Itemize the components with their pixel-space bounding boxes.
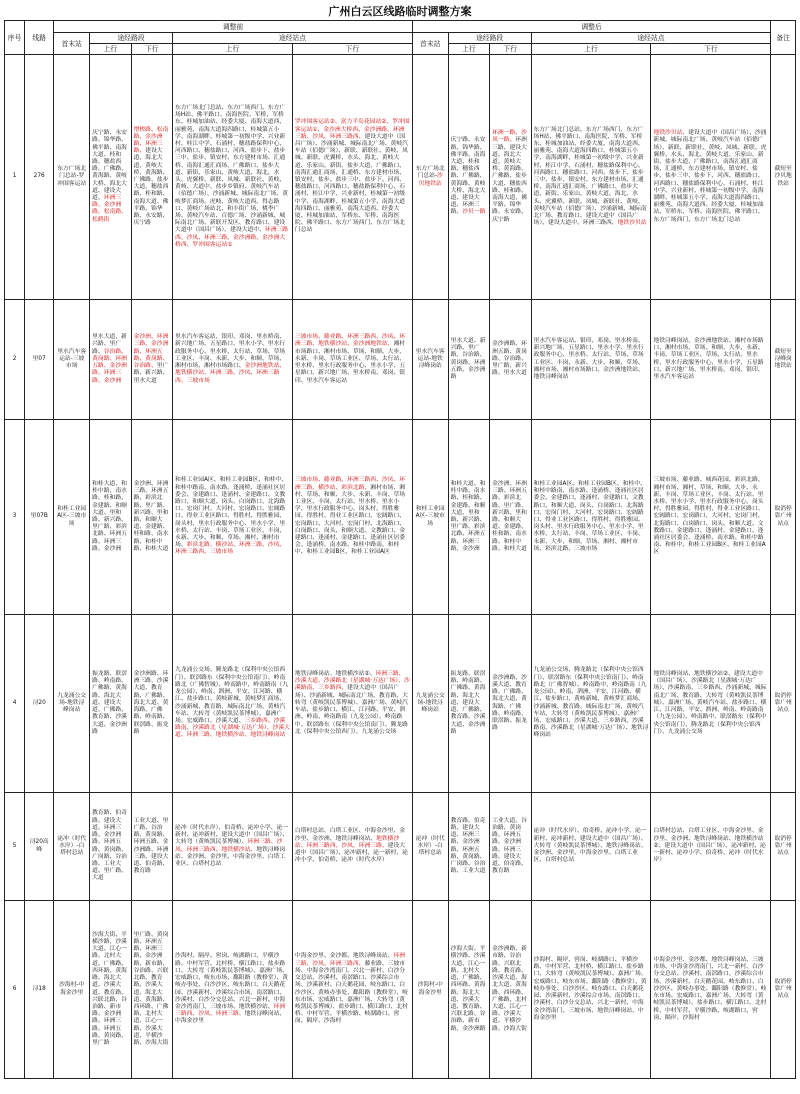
text-segment: 里水汽车客运站-地铁浔峰岗站 (415, 348, 445, 370)
text-segment: 金沙洲、环洲三路、环洲五路、彩滨北路、里广路、新兴路、里和路、和顺大道、金建路、桂和路、南水路、和桂中路、和桂大道 (133, 480, 169, 552)
row-after-stops-down (651, 300, 771, 420)
text-segment: 环洲三路西、沙凤、环洲三路、金沙洲路、金沙洲大桥西、罗冲围客运站① (175, 227, 289, 248)
row-after-stops-up (531, 793, 651, 901)
text-segment: 和桂工业园A区、和桂工业园B区、和桂中、和桂中路南、南水路、逢涌桥、逢涌社区居委会、金建路口、逢涌村、金建路口、文教路口、和顺大道、岗头、白岗路口、北海路口、宏岗门村、大河村、宏岗路口、宏阔路口、得业工业区路口、得胜村、得胜雅园、岗头村、里水行政服务中心、里水小学、里水桥、太行站、丰岗、草场工业区、丰岗、永新、大步、和顺、草场、湘村、湘村市场、 (175, 477, 288, 549)
header-after-route-up: 上行 (448, 44, 489, 55)
header-before-route: 途经路段 (90, 33, 173, 44)
header-before-route-up: 上行 (90, 44, 131, 55)
header-line: 线路 (25, 21, 54, 55)
row-after-terminus (412, 901, 448, 1079)
row-line: 浔18 (25, 901, 54, 1079)
row-after-stops-down (651, 793, 771, 901)
text-segment: 和桂工业园A区-三坡市场 (415, 506, 445, 527)
text-segment: 白塔村总站、白塔工业区、中海金沙里、金沙里、金沙洲、地铁浔峰岗站、 (294, 828, 406, 842)
row-after-stops-down (651, 420, 771, 615)
text-segment: 里广路、黄岗路、环洲五路、环洲三路、金沙洲路、新市路、谷治路、兴联北路、教育路、沙溪大道、海北大道、黄海路、西环路、广佛路、北村大道、江心一路、沙溪大道、平横沙路、沙海大街 (133, 931, 169, 1046)
row-before-stops-down (292, 55, 412, 300)
row-remark: 取消停靠广州站点 (771, 901, 796, 1079)
header-remark: 备注 (771, 21, 796, 55)
header-before-terminus: 首末站 (54, 33, 90, 55)
text-segment: 中海金沙里、金沙都、地铁浔峰岗站、三坡市场、中海金沙湾南门、兴北一新村、白沙分交总站、沙溪村、南滘路口、沙溪综合市场、沙溪新村、白天鹅花园、岐东路口、白沙沙区、黄岐办事处、鄱阳路（教修堂）、岐东市场、宏威路口、嘉洲广场、大转弯（黄岐凯民茶博城）、盐步路口、横江路口、北村桥、中村军营、平横沙路、岐湖路口、窖岗、隔岸、沙海村 (653, 957, 767, 1021)
text-segment: 里广路、新兴路、里水大道 (133, 363, 169, 384)
header-row-1 (5, 21, 796, 33)
text-segment: 和桂大道、和桂中路、南水路、桂和路、金建路、和顺大道、里和路、新兴路、里广路、彩滨北路、环洲五路、环洲三路、金沙洲 (92, 480, 127, 552)
text-segment: 白塔村总站、白塔工业区、中海金沙里、金沙里、金沙洲、地铁浔峰岗站、地铁横沙站②、建设大道中（国昌广场）、泌冲新村、泌一新村、泌冲小学、伯奇桥、泌冲（时代水岸） (653, 828, 766, 864)
row-before-stops-up (173, 793, 293, 901)
row-seq: 2 (5, 300, 25, 420)
text-segment: 建设大道中（国昌广场）、泌冲新村、泌一新村、泌冲小学、伯奇桥、泌冲（时代水岸） (294, 842, 408, 864)
row-before-stops-down (292, 420, 412, 615)
table-row (5, 55, 796, 300)
row-after-route-up (448, 55, 489, 300)
row-before-terminus: 里水汽车客运站-三坡市场 (54, 300, 90, 420)
text-segment: 庆宁路、永安路、锦华路、佛平路、南海大道、桂和路、穗盐西路、广佛路、黄海路、黄岐大桥、海北大道、建设大道、 (92, 130, 127, 201)
row-before-stops-up (173, 55, 293, 300)
text-segment: 东方广场北门总站、东方广场西门、东方广场H站、佛平路口、南海医院、军桥、军桥东、桂城加油站、经委大厦、南海大道西、丽雅苑、南海大道海四路口、桂城第五小学、南海湖畔、桂城第一初级中学、兴业新村、桂江中学、石涌村、穗盐路保利中心、河西路口、穗盐路口、河西、盐步下、盐步三中、盐步、镇安村、东方建材市场、汇通桥、南海汇通汇商场、广佛路口、盐步大道、新街、乐家山、黄岐大道、海北、水头、虎翼桥、新联、凤城、新联社、黄岐、黄岐汽车站（佰德广场）、沙涌新城、城际南北广场、教育路口、建设大道中（国昌广场）、建设大道中、环洲三路西、 (533, 126, 647, 227)
row-before-route-up (90, 55, 131, 300)
text-segment: 沙海村、隔岸、窖岗、岐湖路口、平横沙路、中村军营、北村桥、横江路口、盐步路口、大转弯（黄岐凯民茶博城）、嘉洲广场、宏威路口、岐东市场、鄱阳路（教修堂）、黄岐办事处、白沙沙区、岐东路口、白天鹅花园、沙溪新村、沙溪综合市场、南滘路口、沙溪村、白沙分交总站、兴北一新村、中海金沙湾南门、三坡市场、地铁横沙站、 (175, 953, 289, 1010)
row-line: 浔20高峰 (25, 793, 54, 901)
row-remark: 取消停靠广州站点 (771, 615, 796, 793)
row-after-route-down (490, 615, 531, 793)
row-after-route-up (448, 615, 489, 793)
header-before-route-down: 下行 (131, 44, 172, 55)
header-after-stops: 途经站点 (531, 33, 771, 44)
row-before-stops-up (173, 420, 293, 615)
text-segment: 教育路、伯奇路、建设大道、环洲三路、金沙洲路、环洲五路、黄岗路、广岗路、谷治路、工业大道、里广路、大道 (92, 810, 127, 882)
text-segment: 泌冲（时代水岸）、伯奇桥、泌冲小学、泌一新村、泌冲新村、建设大道中（国昌广场）、大转弯（黄岐凯民茶博城）、 (175, 824, 289, 846)
header-before: 调整前 (54, 21, 413, 33)
row-after-route-up (448, 901, 489, 1079)
row-remark: 截短至浔峰岗地铁站 (771, 300, 796, 420)
table-row (5, 793, 796, 901)
row-after-terminus (412, 300, 448, 420)
header-row-2 (5, 33, 796, 44)
text-segment: 工业大道、谷治路、黄岗路、环洲五路、金沙洲路、环洲三路、建设大道、伯奇路、教育路 (492, 817, 527, 875)
row-before-stops-down (292, 793, 412, 901)
row-after-route-down (490, 55, 531, 300)
text-segment: 沙贝地铁站 (418, 173, 443, 187)
row-after-terminus (412, 420, 448, 615)
row-seq: 5 (5, 793, 25, 901)
table-row (5, 420, 796, 615)
header-before-stops-down: 下行 (292, 44, 412, 55)
header-before-stops-up: 上行 (173, 44, 293, 55)
row-before-stops-up (173, 901, 293, 1079)
text-segment: 泌冲（时代水岸）、伯奇桥、泌冲小学、泌一新村、泌冲新村、建设大道中（国昌广场）、大转弯（黄岐凯民茶博城）、地铁浔峰岗站、金沙洲、金沙里、中海金沙里、白塔工业区、白塔村总站 (533, 828, 647, 864)
row-after-route-down (490, 420, 531, 615)
row-before-route-up (90, 615, 131, 793)
text-segment: 振龙路、联滘路、岭南路、广佛路、黄海路、海北大道、建设大道、广佛路、教育路、沙溪大道、金沙洲路 (92, 671, 127, 735)
row-before-terminus: 东方广场北门总站-罗冲围客运站 (54, 55, 90, 300)
text-segment: 工业大道、里广路、谷治路、黄岗路、环洲五路、金沙洲路、环洲三路、建设大道、伯奇路、教育路 (133, 817, 169, 875)
text-segment: 三坡市场、藤业路、环洲三路西、沙凤、环洲三路、横沙站、彩滨北路、 (294, 477, 406, 491)
row-line: 里07B (25, 420, 54, 615)
text-segment: 里水大道、新兴路、里广路、 (92, 334, 127, 355)
row-after-route-down (490, 901, 531, 1079)
header-after-stops-up: 上行 (531, 44, 651, 55)
row-line: 里07 (25, 300, 54, 420)
row-seq: 3 (5, 420, 25, 615)
text-segment: 沙海大街、平横沙路、沙溪大道、江心一路、北村大道、广佛路、西环路、黄海路、海北大道、沙溪大道、教育路、兴联北路、谷治路、新市路、金沙洲路、环洲三路、环洲五路、黄岗路、里广路 (92, 931, 127, 1046)
row-after-stops-up (531, 615, 651, 793)
row-after-stops-up (531, 300, 651, 420)
row-before-route-down (131, 420, 172, 615)
row-after-stops-down (651, 615, 771, 793)
row-after-route-up (448, 300, 489, 420)
header-after-route-down: 下行 (490, 44, 531, 55)
text-segment: 东方广场北门总站、东方广场西门、东方广场H站、佛平路口、南海医院、军桥、军桥东、桂城加油站、经委大厦、南海大道西、丽雅苑、南海大道海四路口、桂城第五小学、南海湖畔、桂城第一初级中学、兴业新村、桂江中学、石涌村、穗盐路保利中心、河西路口、穗盐路口、河西、盐步下、盐步三中、盐步、镇安村、东方建材市场、汇通桥、南海汇通汇商场、广佛路口、盐步大道、新街、乐家山、黄岐大道、海北、水头、虎翼桥、新联、凤城、新联社、黄岐、黄岐、大道中、盐步乡镇府、黄岐汽车站（佰德广场）、沙涌新城、城际南北广场、黄岐梦汇商场、虎岐、黄岐大道西、得志路口、黄岐广场站北、和丰街广场、桃李广场、黄岐汽车站、百德广场、沙涌新城、城际南北广场、新联开发区、教育路口、建设大道中（国昌广场）、建设大道中、 (175, 104, 289, 234)
header-after: 调整后 (412, 21, 771, 33)
adjustment-table (4, 20, 796, 1079)
row-after-terminus (412, 615, 448, 793)
text-segment: 和桂工业园A区、和桂工业园B区、和桂中、和桂中路南、南水路、逢涌桥、逢涌社区居委会、金建路口、逢涌村、金建路口、文教路口、和顺大道、岗头、白岗路口、北海路口、宏岗门村、大河村、宏岗路口、宏阔路口、得业工业区路口、得胜村、得胜雅园、岗头村、里水行政服务中心、里水小学、里水桥、太行站、丰岗、草场工业区、丰岗、永新、大步、和顺、草场、湘村、湘村市场、彩滨北路、三坡市场 (533, 480, 646, 552)
row-after-stops-up (531, 901, 651, 1079)
text-segment: 庆宁路、永安路、锦华路、佛平路、南海大道、桂和路、穗盐西路、广佛路、黄海路、黄岐大桥、海北大道、建设大道、环洲三路、 (450, 137, 486, 216)
row-before-stops-down (292, 615, 412, 793)
text-segment: 三坡市场、藤业路、环洲三路西、沙凤、环洲三路、地铁横沙站、金沙洲地铁站、 (294, 334, 406, 348)
text-segment: 地铁沙贝站、 (653, 130, 689, 137)
text-segment: 湘村市场、湘村、草场、和顺、大步、永新、丰岗、草场工业区、丰岗、太行站、里水桥、里水小学、里水行政服务中心、岗头村、得胜雅园、得胜村、得业工业区路口、宏阔路口、宏岗路口、大河村、宏岗门村、北海路口、白岗路口、岗头、和顺大道、文教路口、金建路口、逢涌村、金建路口、逢涌社区居委会、逢涌桥、南水路、和桂中路南、和桂中、和桂工业园B区、和桂工业园A区 (294, 484, 406, 556)
text-segment: 金沙洲路、环洲五路、黄岗路、谷治路、里广路、新兴路、里水大道 (492, 341, 527, 377)
text-segment: 里水汽车客运站、银印、邓岗、里水桥南、新兴地广场、五星路口、里水小学、里水行政服务中心、里水桥、太行站、草场、草场工业区、丰岗、永新、大步、和顺、草场、湘村市场、湘村市场路口、金沙洲地铁站、地铁浔峰岗站 (533, 337, 644, 380)
text-segment: 建设大道、海北大道、黄岐大桥、黄海路、广佛路、盐步大道、穗盐西路、桂和路、南海大道、佛平路、锦华路、永安路、庆宁路 (133, 148, 169, 227)
row-after-route-up (448, 793, 489, 901)
row-seq: 4 (5, 615, 25, 793)
page-title: 广州白云区线路临时调整方案 (328, 5, 472, 18)
text-segment: 金沙洲路、新市路、谷治路、兴联北路、教育路、沙溪大道、海北大道、黄海路、西环路、广佛路、北村大道、江心一路、沙溪大道、平横沙路、沙海大街 (492, 946, 527, 1032)
row-before-terminus: 九龙涌公交场-地铁浔峰岗站 (54, 615, 90, 793)
row-before-stops-down (292, 300, 412, 420)
header-after-stops-down: 下行 (651, 44, 771, 55)
header-row-3 (5, 44, 796, 55)
text-segment: 湘村市场路口、湘村市场、草场、和顺、大步、永新、丰岗、草场工业区、草场、太行站、里水桥、里水行政服务中心、里水小学、五星路口、新兴地广场、里水桥南、邓岗、银印、里水汽车客运站 (294, 341, 406, 384)
row-before-stops-up (173, 615, 293, 793)
header-after-route: 途经路段 (448, 33, 531, 44)
text-segment: 泌冲（时代水岸）-白塔村总站 (415, 835, 445, 857)
header-before-stops: 途经站点 (173, 33, 413, 44)
text-segment: 金沙洲地铁站、地铁横沙站、环洲三路、沙凤、环洲三路西、三坡市场 (175, 363, 286, 384)
text-segment: 罗冲围客运站②、富力半岛花园站②、罗冲围客运站①、金沙洲大桥西、金沙洲路、环洲三路、沙凤、环洲三路西、 (294, 119, 410, 140)
row-before-route-down (131, 793, 172, 901)
text-segment: 地铁浔峰岗站、金沙洲地铁站、湘村市场路口、湘村市场、草场、和顺、大步、永新、丰岗、草场工业区、草场、太行站、里水桥、里水行政服务中心、里水小学、五星路口、新兴地广场、里水桥南、邓岗、银印、里水汽车客运站 (653, 337, 764, 380)
text-segment: 三坡市场、藤业路、城西花园、彩滨北路、湘村市场、湘村、草场、和顺、大步、永新、丰岗、草场工业区、丰岗、太行站、里水桥、里水小学、里水行政服务中心、岗头村、得胜雅园、得胜村、得业工业区路口、宏阔路口、宏岗路口、大河村、宏岗门村、北海路口、白岗路口、岗头、和顺大道、文教路口、金建路口、逢涌村、金建路口、逢涌社区居委会、逢涌桥、南水路、和桂中路南、和桂中、和桂工业园B区、和桂工业园A区 (653, 477, 766, 556)
row-before-route-down (131, 300, 172, 420)
text-segment: 建设大道中（国昌广场）、沙涌新城、城际南北广场、黄岐汽车站（佰德广场）、新联、新联社、黄岐、凤城、新联、虎翼桥、水头、海北、黄岐大道、乐家山、新街、盐步大道、广佛路口、南海汇通汇商场、汇通桥、东方建材市场、镇安村、盐步、盐步三中、盐步下、河西、穗盐路口、河西路口、穗盐路保利中心、石涌村、桂江中学、兴业新村、桂城第一初级中学、南海湖畔、桂城第五小学、南海大道海四路口、丽雅苑、南海大道西、经委大厦、桂城加油站、军桥东、军桥、南海医院、佛平路口、东方广场西门、东方广场北门总站 (294, 133, 408, 234)
row-after-stops-up (531, 420, 651, 615)
text-segment: 建设大道中（国昌广场）、沙涌新城、城际南北广场、黄岐汽车站（佰德广场）、新联、新联社、黄岐、凤城、新联、虎翼桥、水头、海北、黄岐大道、乐家山、新街、盐步大道、广佛路口、南海汇通汇商场、汇通桥、东方建材市场、镇安村、盐步、盐步三中、盐步下、河西、穗盐路口、河西路口、穗盐路保利中心、石涌村、桂江中学、兴业新村、桂城第一初级中学、南海湖畔、桂城第五小学、南海大道海四路口、丽雅苑、南海大道西、经委大厦、桂城加油站、军桥东、军桥、南海医院、佛平路口、东方广场西门、东方广场北门总站 (653, 130, 767, 223)
text-segment: 振龙路、联滘路、岭南路、广佛路、黄海路、海北大道、建设大道、广佛路、教育路、沙溪大道、金沙洲路 (450, 671, 486, 735)
text-segment: 沙海村、隔岸、窖岗、岐湖路口、平横沙路、中村军营、北村桥、横江路口、盐步路口、大转弯（黄岐凯民茶博城）、嘉洲广场、宏威路口、岐东市场、鄱阳路（教修堂）、黄岐办事处、白沙沙区、岐东路口、白天鹅花园、沙溪新村、沙溪综合市场、南滘路口、沙溪村、白沙分交总站、兴北一新村、中海金沙湾南门、三坡市场、地铁浔峰岗站、中海金沙里 (533, 957, 647, 1021)
text-segment: 地铁浔峰岗站、金沙洲、金沙里、中海金沙里、白塔工业区、白塔村总站 (175, 846, 286, 867)
text-segment: 金沙洲路、环洲三路、沙溪大道、教育路、广佛路、海北大道、黄海路、广佛路、岭南路、联滘路、振龙路 (133, 671, 169, 735)
text-segment: 九龙涌公交场、腾龙路北（保利中央公馆西门）、联滘路东（保利中央公馆南门）、岭南路北（广佛智城）、岭南路中、岭南路南（九龙公园）、岭南、泗洲、平安、江河路、横江、盐步路口、黄岐新城、黄岐梦汇商场、沙涌新城、教育路、城际南北广场、黄岐汽车站、大转弯（黄岐凯民茶博城）、嘉洲广场、宏威路口、沙溪大道、三乡路西、沙溪路南、沙溪路北（星湖城·万达广场）、地铁浔峰岗站 (533, 667, 649, 739)
row-before-route-up (90, 420, 131, 615)
text-segment: 沙海村-中海金沙里 (417, 982, 443, 996)
text-segment: 建设大道中（国昌广场）、沙涌新城、城际南北广场、教育路、大转弯（黄岐凯民茶博城）、嘉洲广场、黄岐汽车站、盐步路口、横江、江河路、平安、泗洲、岭南、岭南路南（九龙公园）、岭南路中、联滘路东（保利中央公馆南门）、腾龙路北（保利中央公馆西门）、九龙涌公交场 (294, 685, 408, 735)
text-segment: 环洲三路、沙凤、环洲三路西、地铁横沙站、 (175, 839, 283, 853)
text-segment: 和桂大道、和桂中路、南水路、桂和路、金建路、和顺大道、里和路、新兴路、里广路、彩滨北路、环洲五路、环洲三路、金沙洲 (450, 480, 486, 552)
row-after-terminus (412, 793, 448, 901)
text-segment: 谷治路、黄岗路、环洲五路、金沙洲路、环洲三路、金沙洲 (92, 348, 127, 384)
row-before-route-up (90, 901, 131, 1079)
row-after-route-down (490, 793, 531, 901)
row-after-route-up (448, 420, 489, 615)
row-seq: 6 (5, 901, 25, 1079)
text-segment: 中海金沙里、金沙都、地铁浔峰岗站、 (294, 953, 394, 960)
text-segment: 藤业路、三坡市场、中海金沙湾南门、兴北一新村、白沙分交总站、沙溪村、南滘路口、沙溪综合市场、沙溪新村、白天鹅花园、岐东路口、白沙沙区、黄岐办事处、鄱阳路（教修堂）、岐东市场、宏威路口、嘉洲广场、大转弯（黄岐凯民茶博城）、盐步路口、横江路口、北村桥、中村军营、平横沙路、岐湖路口、窖岗、隔岸、沙海村 (294, 960, 408, 1025)
text-segment: 环洲一路、沙凤一路、 (492, 130, 527, 144)
row-before-route-down (131, 901, 172, 1079)
text-segment: 地铁沙贝站 (617, 220, 647, 227)
row-before-stops-up (173, 300, 293, 420)
text-segment: 里水汽车客运站、银印、邓岗、里水桥南、新兴地广场、五星路口、里水小学、里水行政服务中心、里水桥、太行站、草场、草场工业区、丰岗、永新、大步、和顺、草场、湘村市场、湘村市场路口、 (175, 334, 286, 370)
text-segment: 环洲三路、沙凤、环洲三路西、 (294, 953, 406, 967)
row-remark: 截短至沙贝地铁站 (771, 55, 796, 300)
row-seq: 1 (5, 55, 25, 300)
text-segment: 金沙洲路、沙溪大道、教育路、广佛路、海北大道、黄海路、广佛路、岭南路、联滘路、振龙路 (492, 674, 527, 732)
text-segment: 三乡路西、沙溪路南、沙溪路北（星湖城·万达广场）、沙溪大道、环洲三路、地铁横沙站、地铁浔峰岗站 (175, 717, 290, 739)
row-before-route-up (90, 300, 131, 420)
row-after-terminus (412, 55, 448, 300)
row-before-stops-down (292, 901, 412, 1079)
row-remark: 取消停靠广州站点 (771, 420, 796, 615)
row-line: 浔20 (25, 615, 54, 793)
text-segment: 地铁浔峰岗站、中海金沙里 (175, 1011, 286, 1025)
text-segment: 地铁横沙站、环洲三路西、沙凤、环洲三路、 (294, 835, 400, 849)
row-before-route-down (131, 55, 172, 300)
table-row (5, 901, 796, 1079)
row-before-terminus: 沙海村-中海金沙里 (54, 901, 90, 1079)
text-segment: 地铁浔峰岗站、地铁横沙站②、 (294, 671, 376, 678)
text-segment: 环洲三路西、沙凤、环洲三路、 (175, 1003, 286, 1018)
text-segment: 里水大道、新兴路、里广路、谷治路、黄岗路、环洲五路、金沙洲路 (450, 337, 486, 380)
row-before-route-down (131, 615, 172, 793)
row-before-terminus: 泌冲（时代水岸）-白塔村总站 (54, 793, 90, 901)
text-segment: 增槎路、松南路、金沙洲路、环洲三路、 (133, 126, 169, 155)
text-segment: 环洲三路、建设大道、海北大道、黄岐大桥、黄海路、广佛路、盐步大道、穗盐西路、桂和路、南海大道、佛平路、锦华路、永安路、庆宁路 (492, 137, 527, 223)
row-after-stops-up (531, 55, 651, 300)
row-after-stops-down (651, 901, 771, 1079)
text-segment: 金沙洲、环洲三路、金沙洲路、环洲五路、黄岗路、谷治路、 (133, 334, 169, 370)
row-after-route-down (490, 300, 531, 420)
text-segment: 金沙洲、环洲三路、环洲五路、彩滨北路、里广路、新兴路、里和路、和顺大道、金建路、桂和路、南水路、和桂中路、和桂大道 (492, 480, 527, 552)
table-row (5, 300, 796, 420)
row-line: 276 (25, 55, 54, 300)
header-after-terminus: 首末站 (412, 33, 448, 55)
text-segment: 教育路、伯奇路、建设大道、环洲三路、金沙洲路、环洲五路、黄岗路、广岗路、谷治路、工业大道 (450, 817, 486, 875)
text-segment: 地铁浔峰岗站、地铁横沙站②、建设大道中（国昌广场）、沙溪路北（星湖城·万达广场）、沙溪路南、三乡路西、沙涌新城、城际南北广场、教育路、大转弯（黄岐凯民茶博城）、嘉洲广场、黄岐汽车站、盐步路口、横江、江河路、平安、泗洲、岭南、岭南路南（九龙公园）、岭南路中、联滘路东（保利中央公馆南门）、腾龙路北（保利中央公馆西门）、九龙涌公交场 (653, 671, 767, 735)
text-segment: 东方广场北门总站- (415, 166, 445, 180)
header-seq: 序号 (5, 21, 25, 55)
text-segment: 彩滨北路、横沙站、环洲三路、沙凤、环洲三路西、三坡市场 (175, 542, 286, 556)
row-after-stops-down (651, 55, 771, 300)
table-body (5, 55, 796, 1079)
text-segment: 九龙涌公交场、腾龙路北（保利中央公馆西门）、联滘路东（保利中央公馆南门）、岭南路北（广佛智城）、岭南路中、岭南路南（九龙公园）、岭南、泗洲、平安、江河路、横江、盐步路口、黄岐新城、黄岐梦汇商场、沙涌新城、教育路、城际南北广场、黄岐汽车站、大转弯（黄岐凯民茶博城）、嘉洲广场、宏威路口、沙溪大道、 (175, 667, 289, 724)
text-segment: 沙海大街、平横沙路、沙溪大道、江心一路、北村大道、广佛路、西环路、黄海路、海北大道、沙溪大道、教育路、兴联北路、谷治路、新市路、金沙洲路 (450, 946, 486, 1032)
text-segment: 沙贝一路 (462, 209, 486, 216)
text-segment: 环洲三路、沙溪大道、沙溪路北（星湖城·万达广场）、沙溪路南、三乡路西、 (294, 671, 410, 692)
row-before-route-up (90, 793, 131, 901)
row-before-terminus: 和桂工业园A区-三坡市场 (54, 420, 90, 615)
row-remark: 取消停靠广州站点 (771, 793, 796, 901)
text-segment: 环洲三路、金沙洲路、松南路、松鹤街 (92, 195, 127, 223)
text-segment: 九龙涌公交场-地铁浔峰岗站 (415, 692, 445, 714)
table-row (5, 615, 796, 793)
